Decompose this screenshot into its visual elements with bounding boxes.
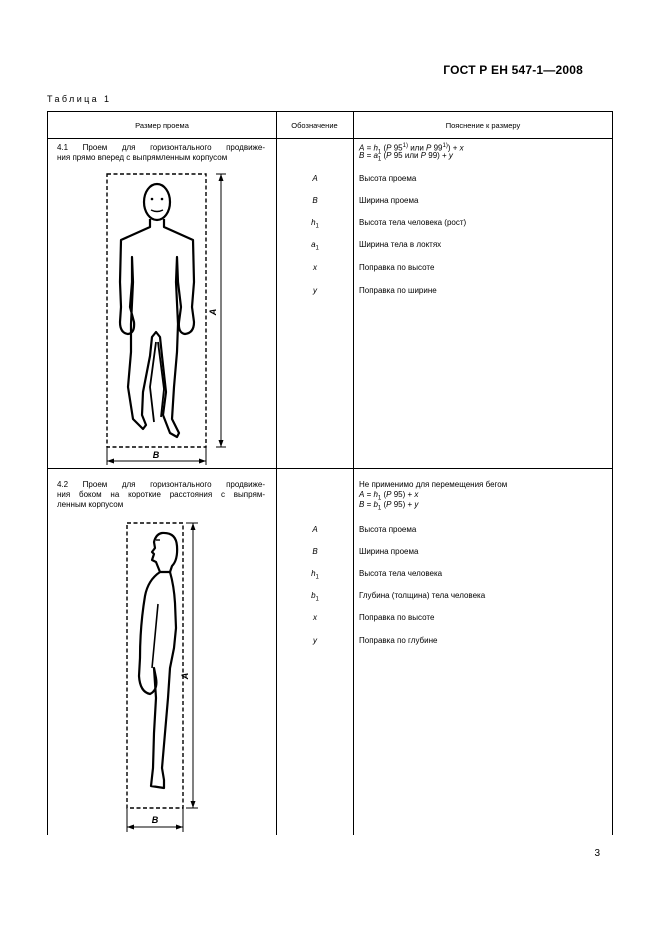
row-2-symbol-h1: $h_1$ — [311, 569, 319, 581]
row-1-formula-2: $B = a_1$ (P 95 или P 99) + y — [359, 151, 453, 163]
column-header-symbol: Обозначение — [291, 121, 338, 130]
description-line: 4.2 Проем для горизонтального продвиже- — [57, 480, 265, 489]
row-divider — [48, 468, 612, 469]
row-2-explanation: Ширина проема — [359, 547, 419, 556]
row-2-symbol: B — [312, 547, 318, 556]
description-line: 4.1 Проем для горизонтального продвиже- — [57, 143, 265, 152]
row-2-explanation: Поправка по высоте — [359, 613, 435, 622]
column-header-explanation: Пояснение к размеру — [445, 121, 521, 130]
column-divider — [353, 112, 354, 835]
row-1-symbol: A — [312, 174, 318, 183]
side-body-figure — [118, 518, 228, 836]
standard-code: ГОСТ Р ЕН 547-1—2008 — [443, 63, 583, 77]
row-1-explanation: Поправка по ширине — [359, 286, 437, 295]
row-1-explanation: Ширина тела в локтях — [359, 240, 442, 249]
table-caption: Таблица 1 — [47, 94, 112, 104]
row-1-symbol-h1: $h_1$ — [311, 218, 319, 230]
row-2-formula-2: $B = b_1$ (P 95) + y — [359, 500, 419, 512]
description-line: ленным корпусом — [57, 500, 124, 509]
description-line: ния прямо вперед с выпрямленным корпусом — [57, 153, 228, 162]
row-1-explanation: Высота проема — [359, 174, 417, 183]
page-number: 3 — [594, 848, 600, 859]
row-2-explanation: Высота тела человека — [359, 569, 443, 578]
dimensions-table — [47, 111, 613, 835]
row-1-explanation: Высота тела человека (рост) — [359, 218, 467, 227]
row-1-formula-1: $A = h_1$ (P 95$^{1)}$ или P $99^{1)}) + x$ — [359, 143, 464, 156]
description-line: ния боком на короткие расстояния с выпрям- — [57, 490, 265, 499]
row-2-explanation: Высота проема — [359, 525, 417, 534]
row-1-symbol-a1: $a_1$ — [311, 240, 319, 252]
width-label: B — [152, 450, 160, 460]
width-label: B — [151, 815, 159, 825]
row-2-explanation: Глубина (толщина) тела человека — [359, 591, 486, 600]
column-divider — [276, 112, 277, 835]
row-2-symbol: x — [313, 613, 317, 622]
row-1-explanation: Поправка по высоте — [359, 263, 435, 272]
head-shape — [144, 184, 170, 220]
column-header-size: Размер проема — [135, 121, 189, 130]
row-1-explanation: Ширина проема — [359, 196, 419, 205]
head-shape — [152, 533, 177, 572]
row-2-symbol: A — [312, 525, 318, 534]
row-2-description — [57, 480, 265, 510]
row-2-symbol-b1: $b_1$ — [311, 591, 319, 603]
row-2-note: Не применимо для перемещения бегом — [359, 480, 508, 489]
row-1-symbol: y — [313, 286, 317, 295]
body-outline — [120, 219, 194, 437]
row-1-symbol: B — [312, 196, 318, 205]
row-1-symbol: x — [313, 263, 317, 272]
header-divider — [48, 138, 612, 139]
row-2-explanation: Поправка по глубине — [359, 636, 438, 645]
row-2-symbol: y — [313, 636, 317, 645]
row-1-description — [57, 143, 265, 163]
front-body-figure — [98, 167, 238, 467]
height-label: A — [180, 672, 190, 680]
height-label: A — [208, 308, 218, 316]
row-2-formula-1: $A = h_1$ (P 95) + x — [359, 490, 419, 502]
envelope-outline — [127, 523, 183, 808]
